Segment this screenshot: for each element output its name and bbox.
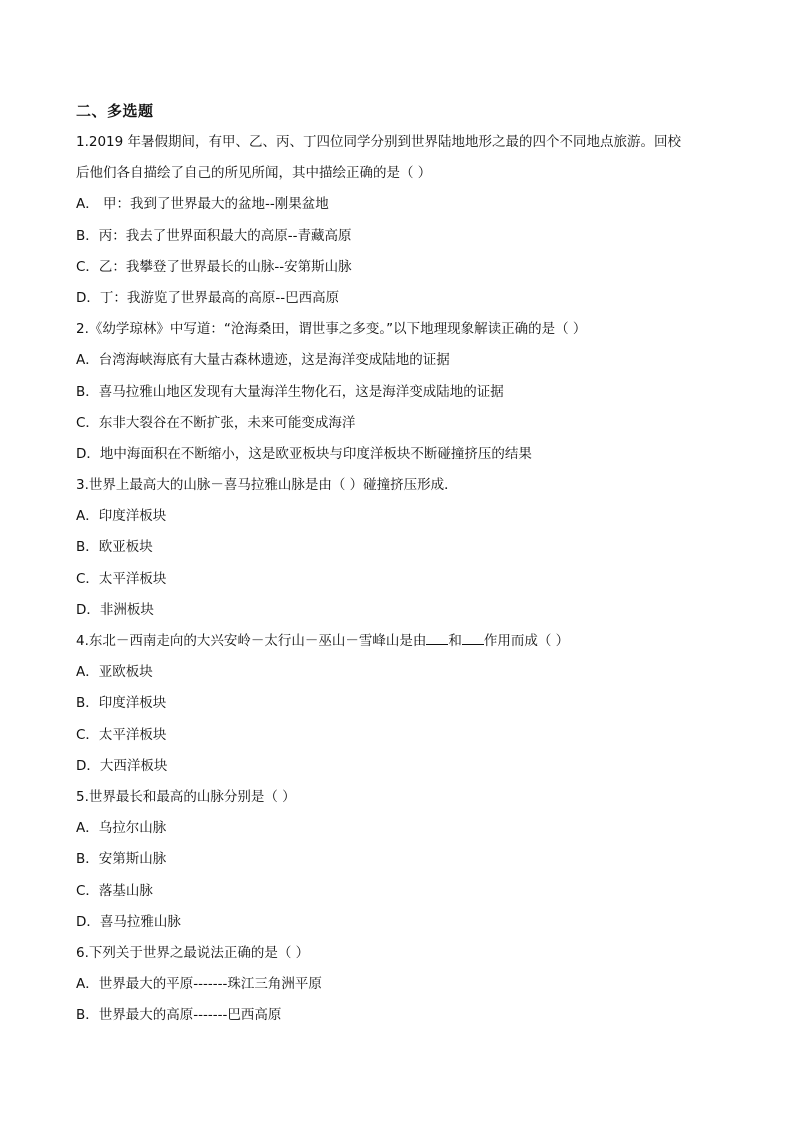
question-4-stem-part-1: 4.东北－西南走向的大兴安岭－太行山－巫山－雪峰山是由 [76, 633, 427, 649]
question-2-option-c: C．东非大裂谷在不断扩张，未来可能变成海洋 [76, 414, 356, 431]
question-2-stem: 2.《幼学琼林》中写道：“沧海桑田，谓世事之多变。”以下地理现象解读正确的是（ ） [76, 321, 587, 338]
question-4-option-a: A．亚欧板块 [76, 664, 153, 681]
question-2-option-a: A．台湾海峡海底有大量古森林遗迹，这是海洋变成陆地的证据 [76, 352, 450, 369]
question-4-stem [76, 626, 726, 657]
question-3-stem: 3.世界上最高大的山脉－喜马拉雅山脉是由（ ）碰撞挤压形成． [76, 477, 458, 494]
question-list [76, 127, 726, 1031]
answer-blank-2 [462, 630, 484, 645]
question-4-option-c: C．太平洋板块 [76, 726, 167, 743]
question-1-stem-line-2: 后他们各自描绘了自己的所见所闻，其中描绘正确的是（ ） [76, 165, 432, 182]
question-1-option-b: B．丙：我去了世界面积最大的高原--青藏高原 [76, 227, 352, 244]
question-3-option-d: D．非洲板块 [76, 601, 154, 618]
question-1-option-c: C．乙：我攀登了世界最长的山脉--安第斯山脉 [76, 258, 352, 275]
question-5-stem: 5.世界最长和最高的山脉分别是（ ） [76, 788, 296, 805]
question-5-option-c: C．落基山脉 [76, 882, 153, 899]
question-4-option-d: D．大西洋板块 [76, 757, 168, 774]
question-4-stem-part-2: 和 [448, 633, 462, 649]
question-1-stem-line-1: 1.2019 年暑假期间，有甲、乙、丙、丁四位同学分别到世界陆地地形之最的四个不同地点旅游。回校 [76, 134, 682, 150]
question-5-option-d: D．喜马拉雅山脉 [76, 913, 181, 930]
question-1-option-a: A． 甲：我到了世界最大的盆地--刚果盆地 [76, 196, 329, 213]
question-5-option-b: B．安第斯山脉 [76, 851, 167, 868]
question-6-option-a: A．世界最大的平原-------珠江三角洲平原 [76, 976, 322, 993]
question-2-option-d: D．地中海面积在不断缩小，这是欧亚板块与印度洋板块不断碰撞挤压的结果 [76, 445, 532, 462]
question-5-option-a: A．乌拉尔山脉 [76, 820, 167, 837]
question-3-option-a: A．印度洋板块 [76, 508, 167, 525]
question-6-stem: 6.下列关于世界之最说法正确的是（ ） [76, 944, 310, 961]
question-3-option-c: C．太平洋板块 [76, 570, 167, 587]
question-4-option-b: B．印度洋板块 [76, 695, 167, 712]
question-3-option-b: B．欧亚板块 [76, 539, 153, 556]
section-title: 二、多选题 [76, 102, 154, 120]
question-4-stem-part-3: 作用而成（ ） [483, 633, 570, 649]
question-2-option-b: B．喜马拉雅山地区发现有大量海洋生物化石，这是海洋变成陆地的证据 [76, 383, 504, 400]
question-6-option-b: B．世界最大的高原-------巴西高原 [76, 1007, 282, 1024]
question-1-option-d: D．丁：我游览了世界最高的高原--巴西高原 [76, 289, 340, 306]
answer-blank-1 [426, 630, 448, 645]
